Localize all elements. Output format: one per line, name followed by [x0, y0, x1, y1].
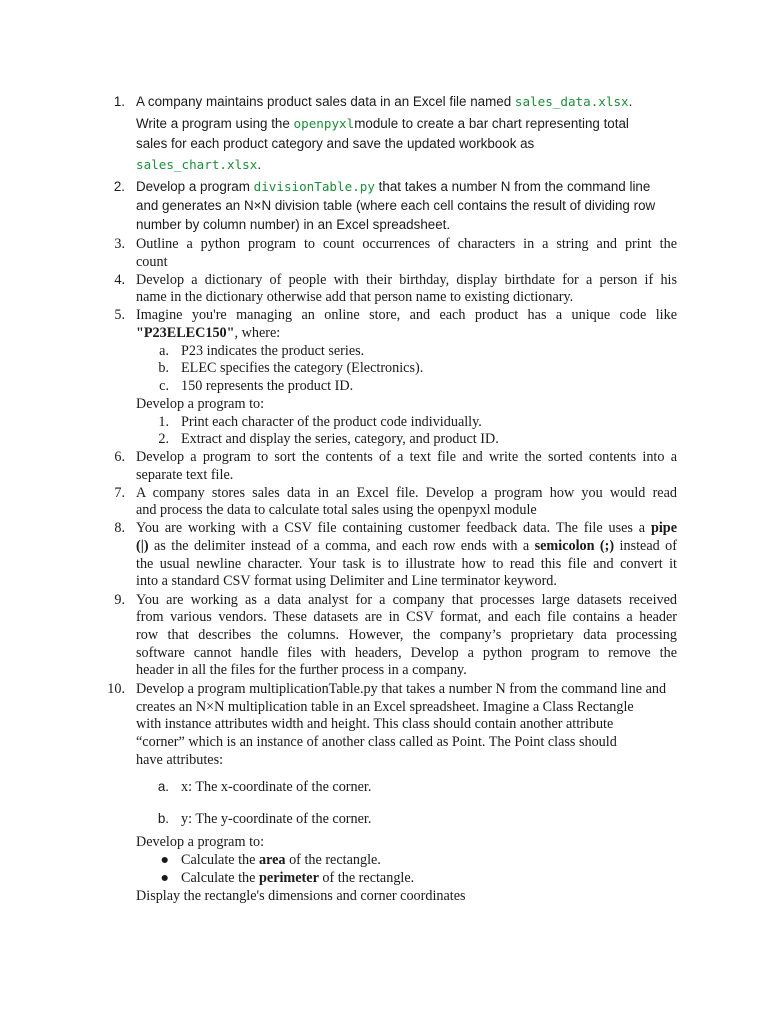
item-8-text: You are working with a CSV file containing customer feedback data. The file uses a [136, 520, 651, 536]
item-2-number: 2. [113, 179, 125, 194]
item-10-line-4: “corner” which is an instance of another class called as Point. The Point class should [136, 734, 617, 750]
item-5-line-2 [136, 325, 280, 343]
item-5-sub-a-marker: a. [159, 343, 169, 359]
item-5-sub-c-marker: c. [159, 378, 169, 394]
item-9-number: 9. [114, 592, 125, 608]
item-10-sub-b: y: The y-coordinate of the corner. [181, 811, 372, 827]
item-5-sub-b: ELEC specifies the category (Electronics). [181, 360, 424, 376]
item-8-line-2 [136, 538, 677, 556]
item-1-line-1 [136, 92, 632, 112]
item-10-sub-a: x: The x-coordinate of the corner. [181, 779, 372, 795]
item-1-line-3: sales for each product category and save the updated workbook as [136, 136, 535, 151]
item-3-line-2: count [136, 254, 168, 270]
item-1-punct: . [628, 94, 633, 109]
item-5-task-1: Print each character of the product code individually. [181, 414, 482, 430]
item-9-line-5: header in all the files for the further process in a company. [136, 662, 467, 678]
item-4-line-1: Develop a dictionary of people with their birthday, display birthdate for a person if his [136, 272, 677, 288]
item-5-line-1: Imagine you're managing an online store, and each product has a unique code like [136, 307, 677, 323]
bullet-text: Calculate the [181, 852, 259, 868]
item-4-line-2: name in the dictionary otherwise add that person name to existing dictionary. [136, 289, 574, 305]
item-8-line-4: into a standard CSV format using Delimiter and Line terminator keyword. [136, 573, 557, 589]
item-8-bold-pipe-symbol: (|) [136, 538, 149, 554]
item-10-line-3: with instance attributes width and height. This class should contain another attribute [136, 716, 614, 732]
item-1-line-4 [136, 155, 261, 175]
item-5-product-code: "P23ELEC150" [136, 325, 235, 341]
item-5-task-1-marker: 1. [158, 414, 169, 430]
item-6-line-1: Develop a program to sort the contents of a text file and write the sorted contents into a [136, 449, 677, 465]
item-10-line-1: Develop a program multiplicationTable.py that takes a number N from the command line and [136, 681, 667, 697]
item-9-line-2: from various vendors. These datasets are in CSV format, and each file contains a header [136, 609, 677, 625]
item-1-line-2 [136, 114, 629, 134]
bullet-bold: area [259, 852, 286, 868]
bullet-text: of the rectangle. [285, 852, 381, 868]
bullet-text: of the rectangle. [318, 870, 415, 886]
item-8-text: instead of [614, 538, 677, 554]
item-7-number: 7. [114, 485, 125, 501]
item-8-bold-pipe: pipe [650, 520, 677, 536]
item-5-number: 5. [114, 307, 125, 323]
item-2-filename: divisionTable.py [253, 179, 375, 194]
item-8-bold-semicolon: semicolon (;) [534, 538, 615, 554]
item-1-filename: sales_data.xlsx [514, 94, 629, 109]
item-10-sub-b-marker: b. [157, 811, 169, 826]
bullet-text: Calculate the [181, 870, 259, 886]
bullet-icon: ● [160, 870, 169, 886]
item-10-bullet-2 [181, 870, 414, 888]
item-1-text: A company maintains product sales data in an Excel file named [136, 94, 515, 109]
item-7-line-1: A company stores sales data in an Excel file. Develop a program how you would read [136, 485, 677, 501]
item-1-text: module to create a bar chart representing total [354, 116, 629, 131]
item-1-output-file: sales_chart.xlsx [136, 157, 258, 172]
item-8-text: as the delimiter instead of a comma, and each row ends with a [148, 538, 535, 554]
bullet-icon: ● [160, 852, 169, 868]
item-8-line-3: the usual newline character. Your task is to illustrate how to read this file and convert it [136, 556, 677, 572]
item-4-number: 4. [114, 272, 125, 288]
item-10-develop: Develop a program to: [136, 834, 265, 850]
item-10-number: 10. [107, 681, 125, 697]
item-6-line-2: separate text file. [136, 467, 234, 483]
item-9-line-1: You are working as a data analyst for a company that processes large datasets received [136, 592, 677, 608]
item-10-bullet-1 [181, 852, 381, 870]
item-2-line-1 [136, 177, 650, 197]
item-5-text: , where: [234, 325, 281, 341]
item-7-line-2: and process the data to calculate total sales using the openpyxl module [136, 502, 537, 518]
item-10-line-2: creates an N×N multiplication table in an Excel spreadsheet. Imagine a Class Rectangle [136, 699, 634, 715]
item-8-number: 8. [114, 520, 125, 536]
item-1-punct: . [257, 157, 262, 172]
item-5-sub-c: 150 represents the product ID. [181, 378, 354, 394]
item-3-number: 3. [114, 236, 125, 252]
item-5-develop: Develop a program to: [136, 396, 265, 412]
item-10-sub-a-marker: a. [157, 779, 169, 794]
item-10-closing: Display the rectangle's dimensions and corner coordinates [136, 888, 466, 904]
item-10-line-5: have attributes: [136, 752, 224, 768]
item-2-text: Develop a program [136, 179, 254, 194]
item-2-text: that takes a number N from the command line [374, 179, 651, 194]
item-5-task-2: Extract and display the series, category, and product ID. [181, 431, 499, 447]
item-2-line-3: number by column number) in an Excel spreadsheet. [136, 217, 451, 232]
item-1-text: Write a program using the [136, 116, 294, 131]
item-1-number: 1. [113, 94, 125, 109]
item-8-line-1 [136, 520, 677, 538]
item-5-sub-b-marker: b. [158, 360, 169, 376]
item-1-module: openpyxl [293, 116, 355, 131]
item-9-line-3: row that describes the columns. However, the company’s proprietary data processing [136, 627, 677, 643]
item-6-number: 6. [114, 449, 125, 465]
item-3-line-1: Outline a python program to count occurrences of characters in a string and print the [136, 236, 677, 252]
item-2-line-2: and generates an N×N division table (where each cell contains the result of dividing row [136, 198, 656, 213]
item-5-task-2-marker: 2. [158, 431, 169, 447]
item-5-sub-a: P23 indicates the product series. [181, 343, 365, 359]
item-9-line-4: software cannot handle files with headers, Develop a python program to remove the [136, 645, 677, 661]
bullet-bold: perimeter [259, 870, 319, 886]
